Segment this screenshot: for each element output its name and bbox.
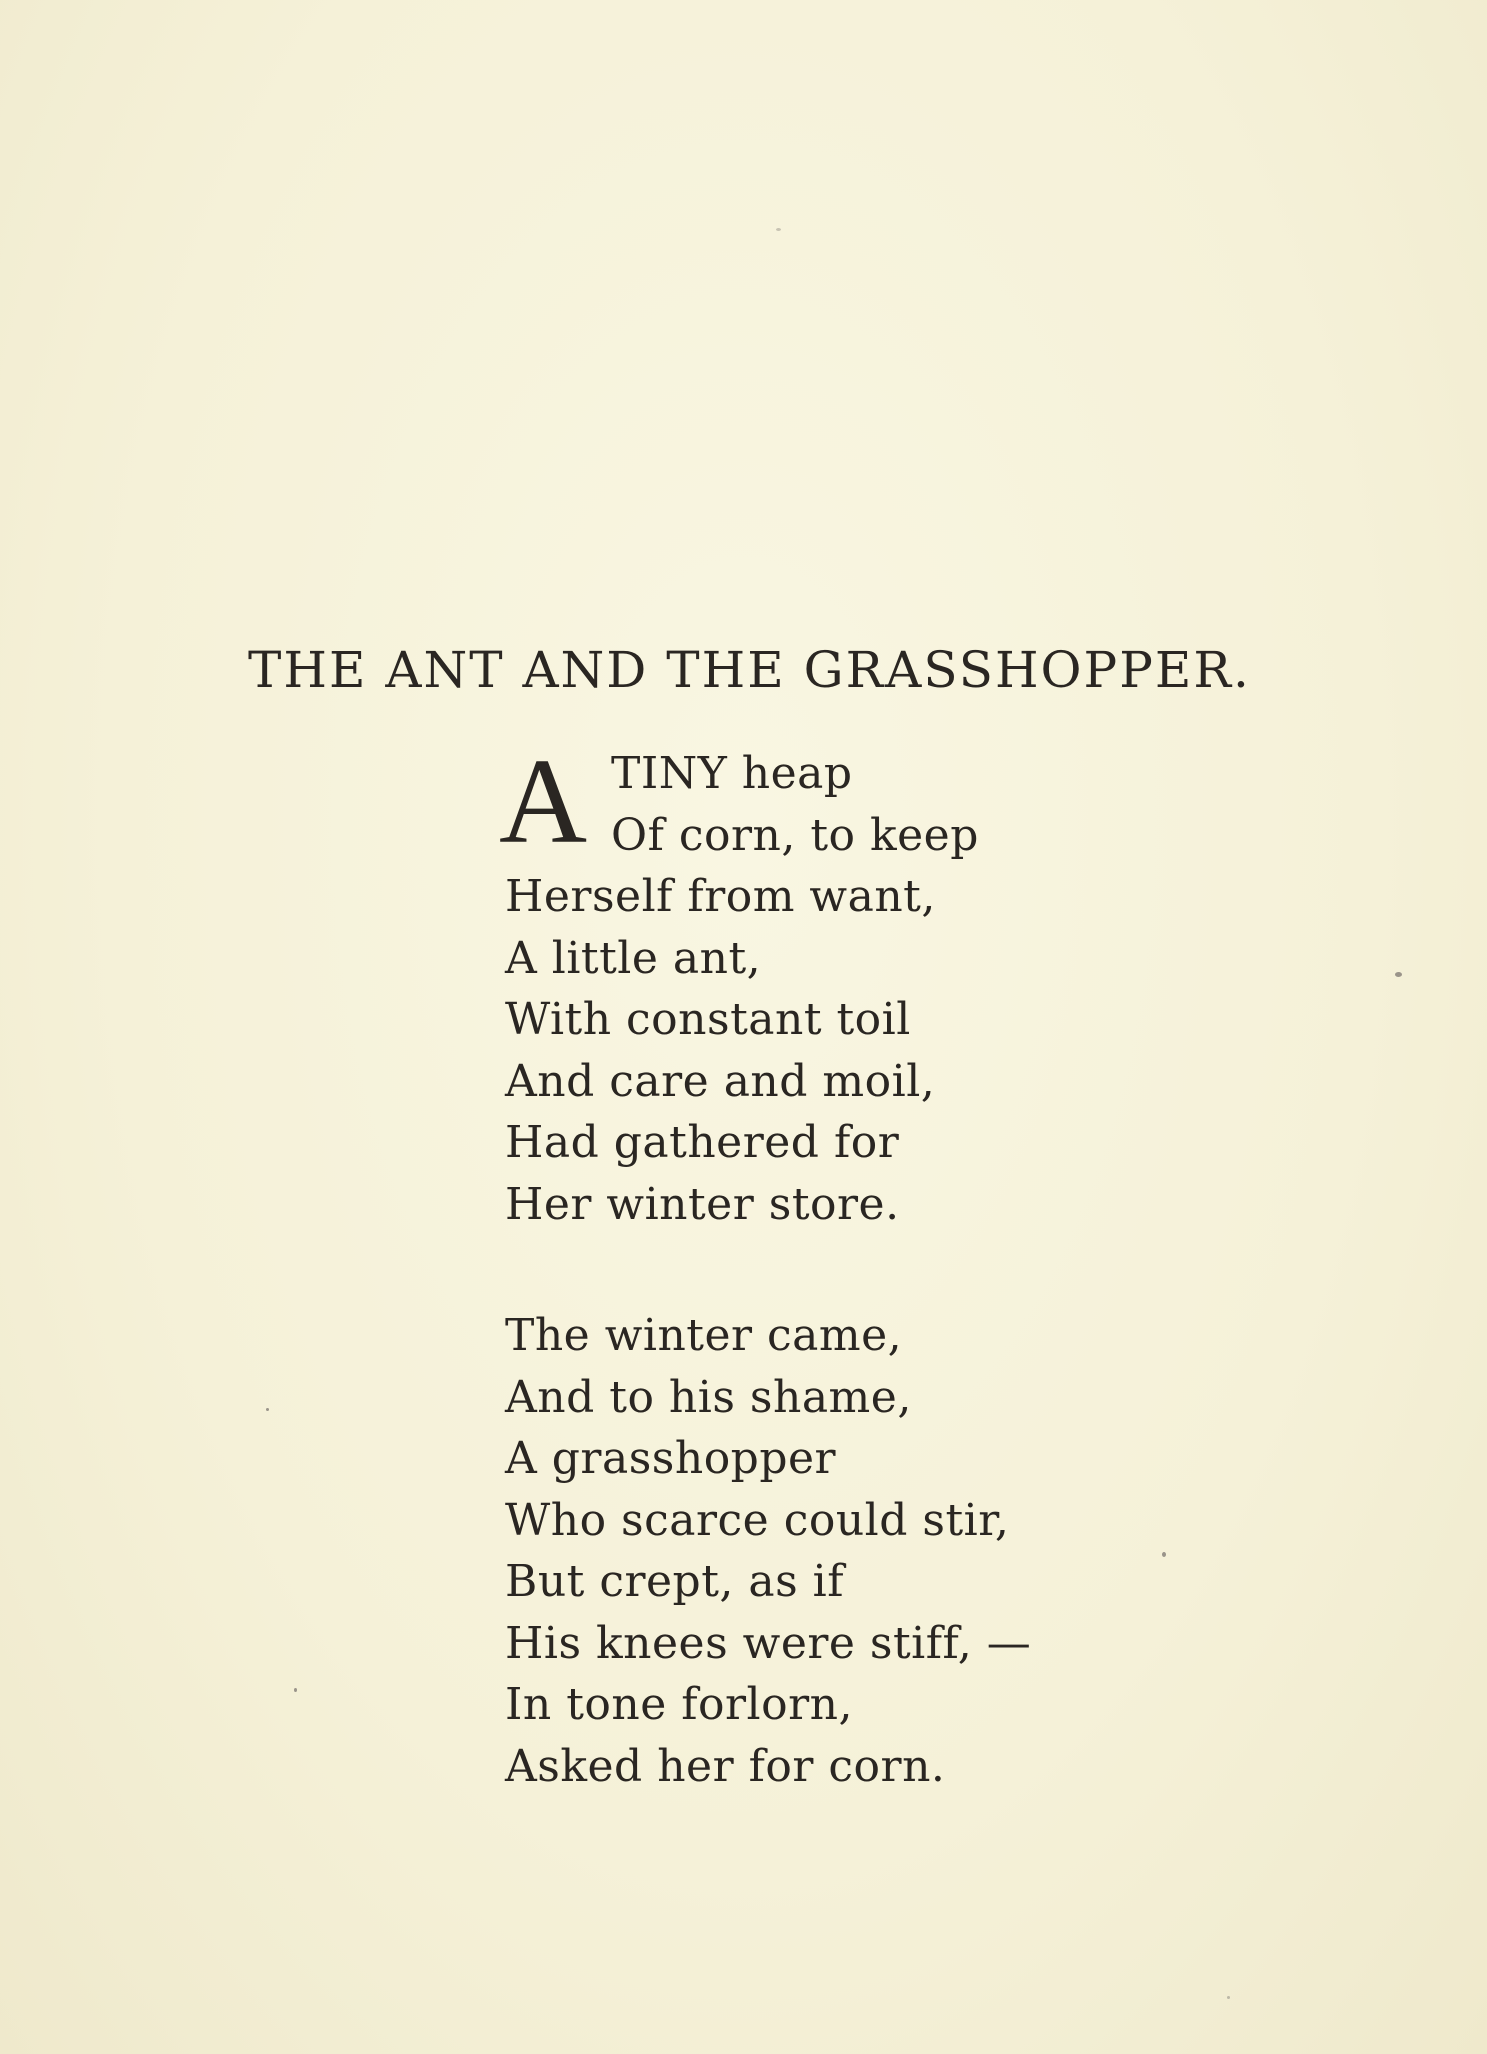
poem-line: A little ant,	[505, 932, 762, 984]
poem-line: Who scarce could stir,	[505, 1494, 1010, 1546]
second-line: Of corn, to keep	[611, 809, 979, 861]
poem-line: But crept, as if	[505, 1556, 845, 1607]
poem-line: The winter came,	[505, 1310, 903, 1361]
drop-cap: A	[499, 734, 588, 869]
paper-speck	[1227, 1996, 1230, 1999]
poem-line: Her winter store.	[505, 1178, 900, 1230]
poem-line: Had gathered for	[505, 1117, 900, 1168]
poem-title: THE ANT AND THE GRASSHOPPER.	[248, 641, 1251, 699]
opening-lines	[499, 734, 1205, 869]
paper-speck	[294, 1688, 297, 1692]
poem-line: With constant toil	[505, 994, 911, 1045]
poem-line: Asked her for corn.	[505, 1740, 946, 1792]
poem-line: Herself from want,	[505, 871, 936, 922]
first-line-rest: TINY heap	[611, 748, 853, 799]
poem-line: And to his shame,	[505, 1371, 912, 1423]
poem-line: And care and moil,	[505, 1055, 936, 1107]
paper-speck	[1395, 972, 1402, 977]
stanza-1	[499, 734, 1205, 1235]
poem-line: His knees were stiff, —	[505, 1617, 1032, 1669]
poem-line: In tone forlorn,	[505, 1679, 853, 1730]
paper-speck	[266, 1408, 269, 1411]
poem-line: A grasshopper	[505, 1433, 837, 1484]
paper-speck	[776, 228, 781, 231]
paper-speck	[1162, 1552, 1166, 1557]
stanza-2	[505, 1305, 1205, 1797]
